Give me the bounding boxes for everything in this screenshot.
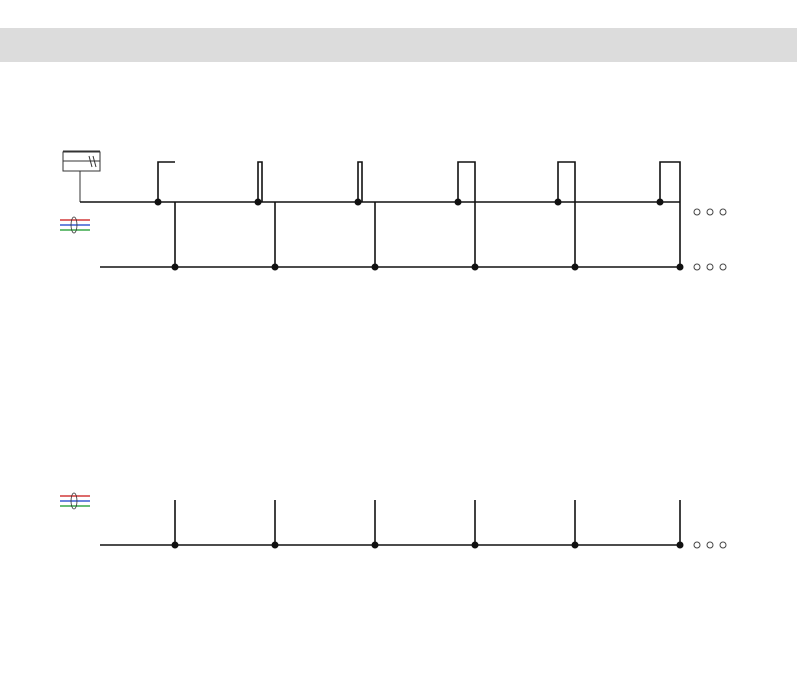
continuation-icon: [694, 209, 726, 270]
signal-connections: [158, 162, 680, 267]
junction-dots: [155, 199, 684, 271]
power-wires-icon: [60, 217, 90, 233]
power-wires-icon-2: [60, 493, 90, 509]
hv-connections: [172, 500, 727, 549]
dmx-controller-icon: [63, 151, 100, 202]
